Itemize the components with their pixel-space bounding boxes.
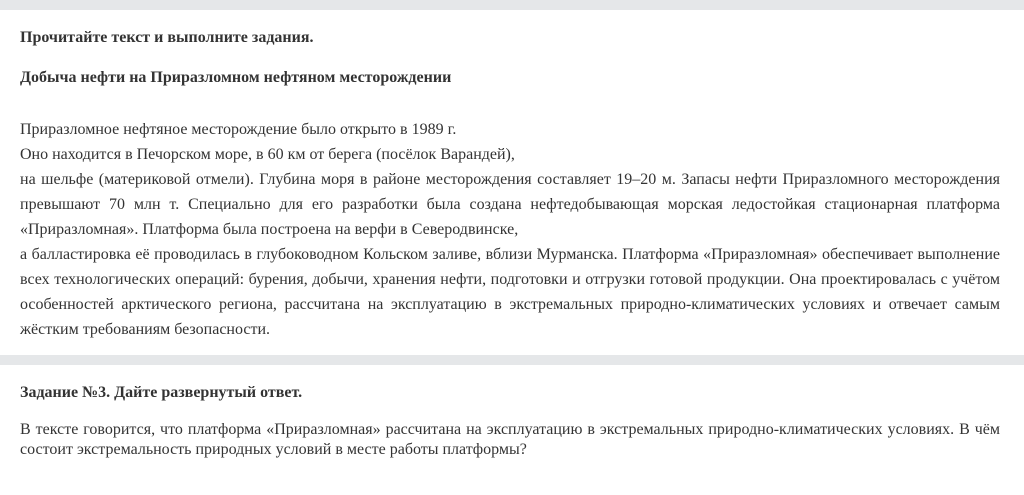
text-paragraph-4: а балластировка её проводилась в глубоководном Кольском заливе, вблизи Мурманска. Платформа «Приразломная» обеспечивает выполнение всех технологических операций: бурения, добычи, хранения нефти, подготовки и отгрузки готовой продукции. Она проектировалась с учётом особенностей арктического региона, рассчитана на эксплуатацию в экстремальных природно-климатических условиях и отвечает самым жёстким требованиям безопасности. <box>20 246 1000 338</box>
text-paragraph-3: на шельфе (материковой отмели). Глубина моря в районе месторождения составляет 19–20 м. Запасы нефти Приразломного месторождения превышают 70 млн т. Специально для его разработки была создана нефтедобывающая морская ледостойкая стационарная платформа «Приразломная». Платформа была построена на верфи в Северодвинске, <box>20 171 1000 238</box>
reading-text-card <box>0 10 1024 355</box>
task-title: Задание №3. Дайте развернутый ответ. <box>20 384 303 401</box>
task-card <box>0 365 1024 495</box>
instruction-heading: Прочитайте текст и выполните задания. <box>20 29 314 46</box>
text-paragraph-2: Оно находится в Печорском море, в 60 км от берега (посёлок Варандей), <box>20 146 515 163</box>
top-strip <box>0 0 1024 10</box>
text-body <box>20 117 1000 342</box>
text-paragraph-1: Приразломное нефтяное месторождение было открыто в 1989 г. <box>20 121 457 138</box>
text-title: Добыча нефти на Приразломном нефтяном месторождении <box>20 69 452 86</box>
task-question: В тексте говорится, что платформа «Приразломная» рассчитана на эксплуатацию в экстремальных природно-климатических условиях. В чём состоит экстремальность природных условий в месте работы платформы? <box>20 421 1000 458</box>
